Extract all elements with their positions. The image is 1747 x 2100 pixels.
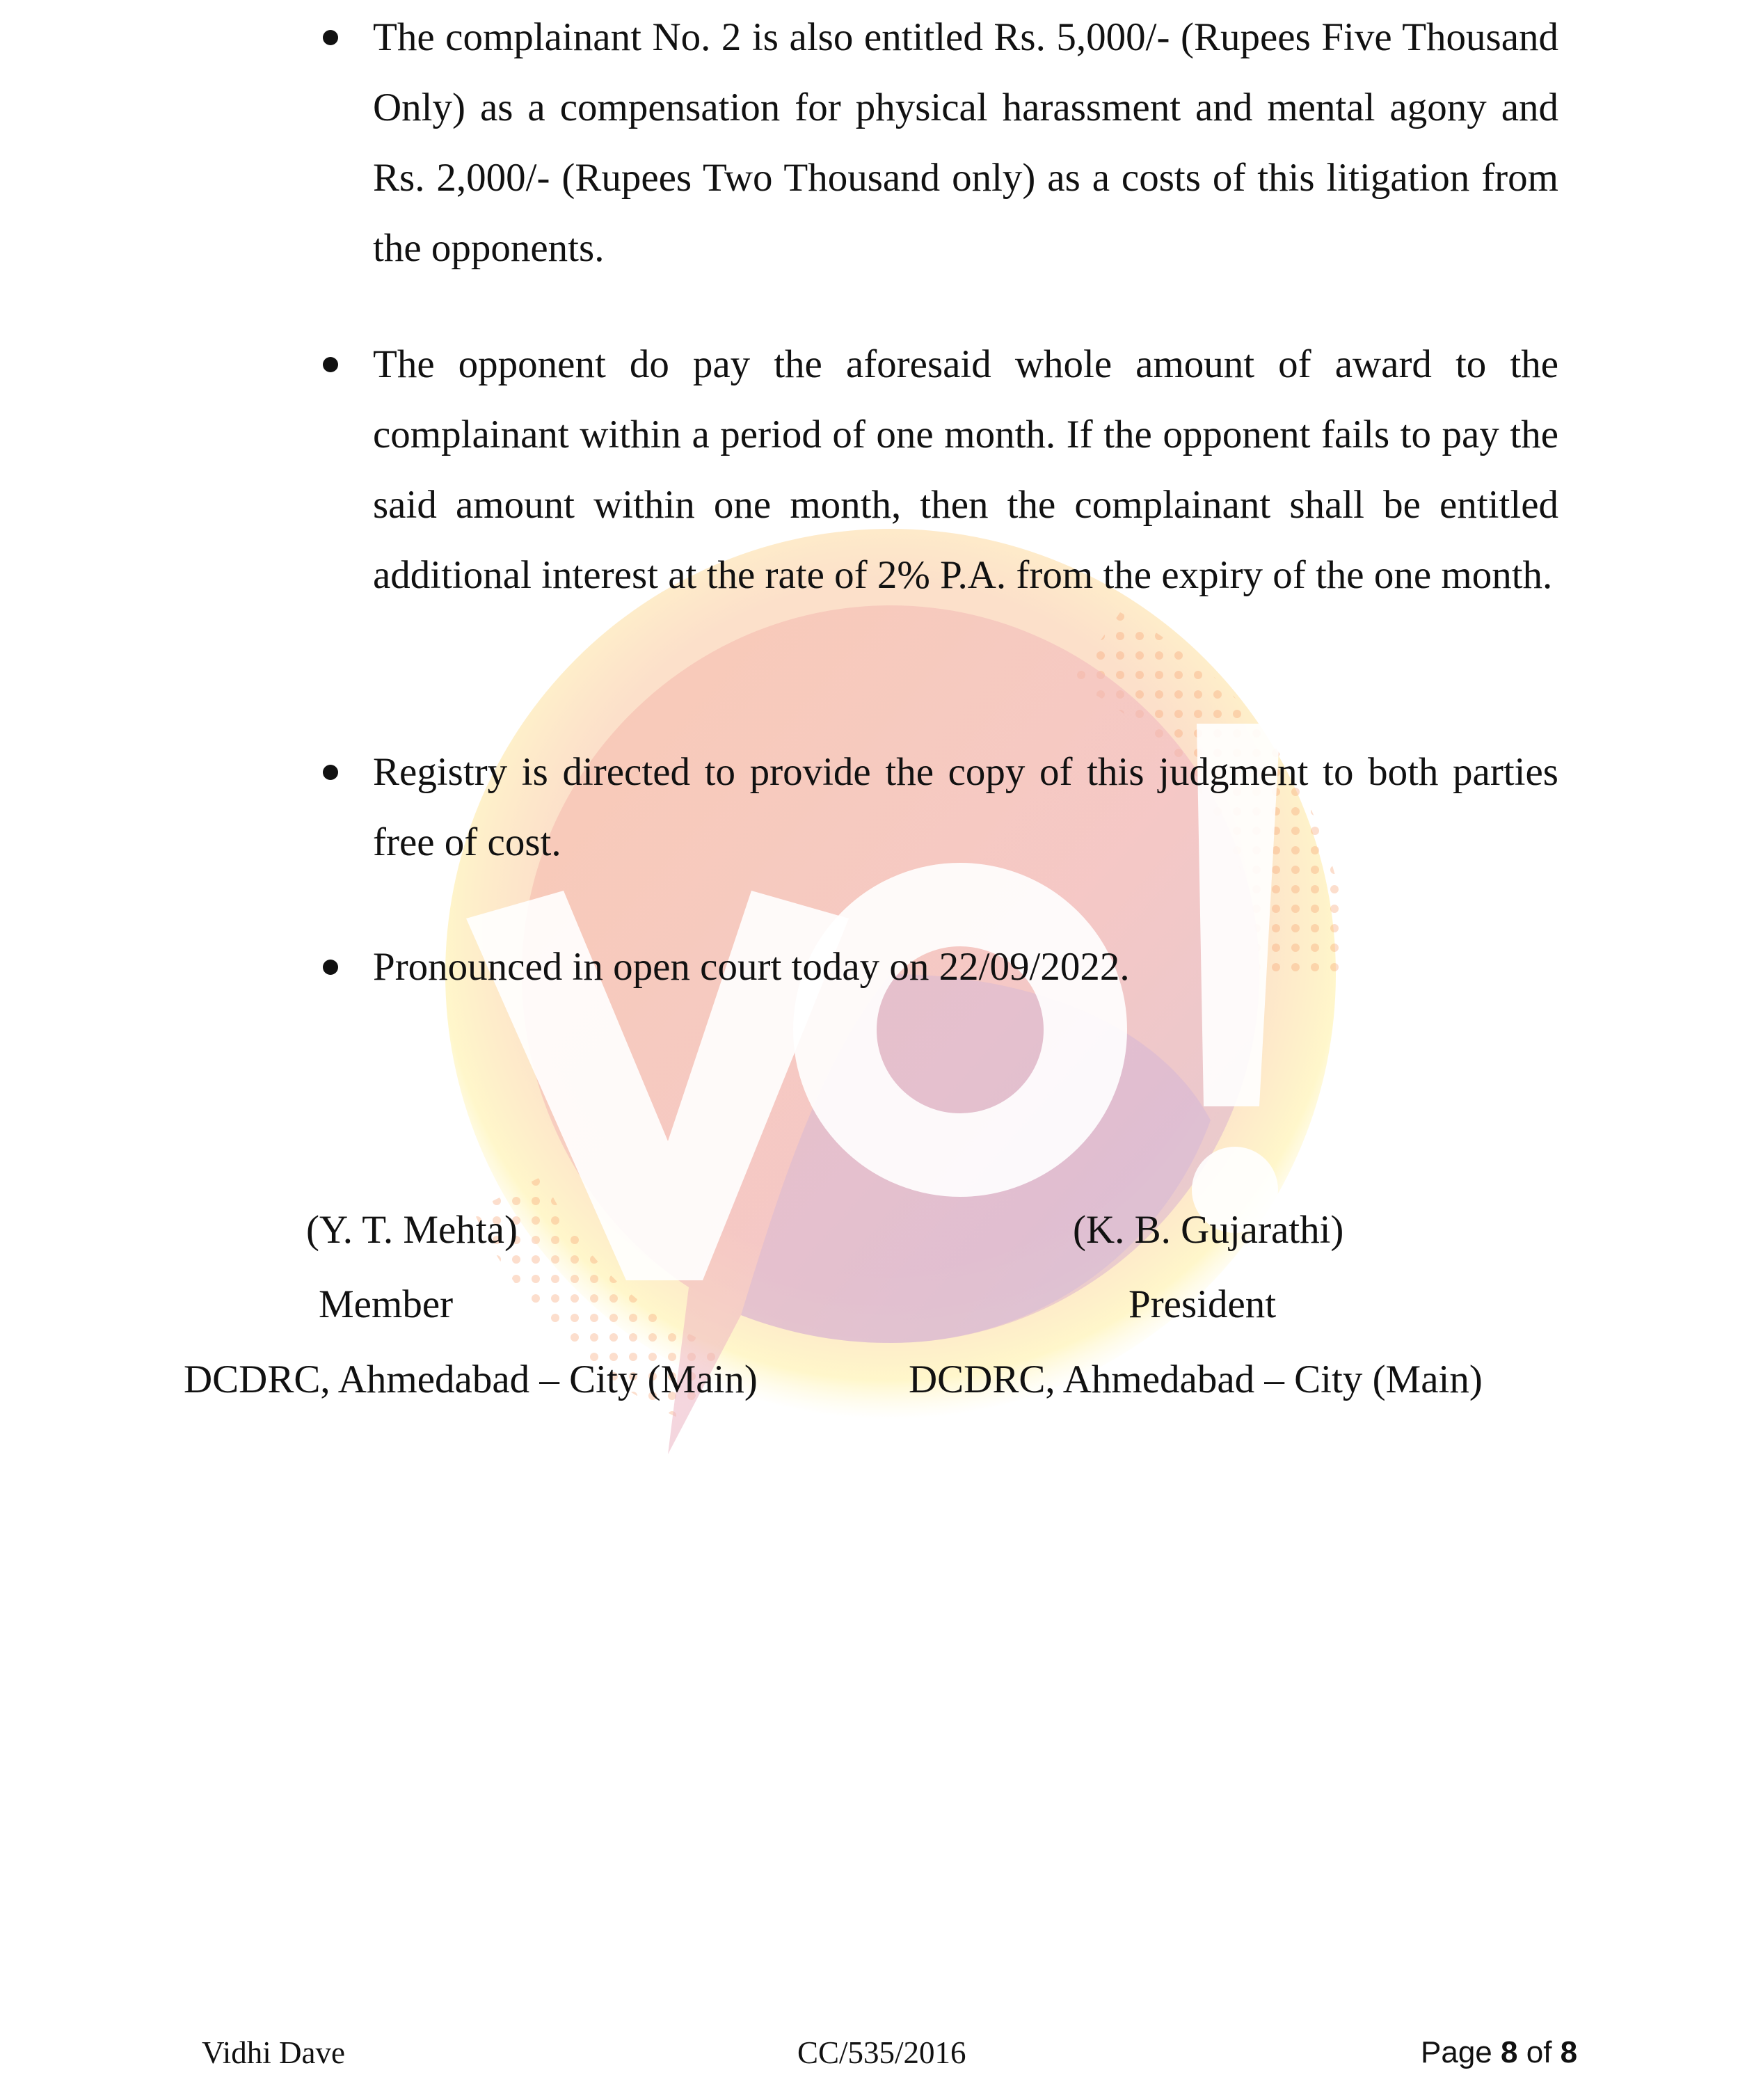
bullet-dot-icon — [323, 765, 338, 780]
signature-right-name: (K. B. Gujarathi) — [1073, 1208, 1344, 1252]
footer-page-of: of — [1526, 2035, 1552, 2069]
footer-page-number — [1421, 2033, 1577, 2072]
footer-page-current: 8 — [1501, 2035, 1518, 2069]
bullet-text: The complainant No. 2 is also entitled Rs. 5,000/- (Rupees Five Thousand Only) as a compensation for physical harassment and mental agony and Rs. 2,000/- (Rupees Two Thousand only) as a costs of this litigation from the opponents. — [373, 15, 1558, 270]
bullet-dot-icon — [323, 357, 338, 372]
signature-left-office: DCDRC, Ahmedabad – City (Main) — [184, 1358, 758, 1401]
signature-left-designation: Member — [319, 1282, 454, 1326]
footer-author: Vidhi Dave — [202, 2035, 345, 2070]
signature-right-office: DCDRC, Ahmedabad – City (Main) — [909, 1358, 1483, 1401]
signature-left-name: (Y. T. Mehta) — [306, 1208, 518, 1252]
bullet-dot-icon — [323, 30, 338, 45]
bullet-text: Pronounced in open court today on 22/09/2022. — [373, 945, 1130, 989]
signature-right-designation: President — [1128, 1282, 1277, 1326]
footer-page-total: 8 — [1560, 2035, 1578, 2069]
bullet-text: The opponent do pay the aforesaid whole amount of award to the complainant within a period of one month. If the opponent fails to pay the said amount within one month, then the complainant shall be entitled additional interest at the rate of 2% P.A. from the expiry of the one month. — [373, 342, 1558, 597]
footer-page-word: Page — [1421, 2035, 1492, 2069]
bullet-dot-icon — [323, 960, 338, 975]
bullet-text: Registry is directed to provide the copy of this judgment to both parties free of cost. — [373, 750, 1558, 864]
footer-case-number: CC/535/2016 — [797, 2035, 966, 2070]
